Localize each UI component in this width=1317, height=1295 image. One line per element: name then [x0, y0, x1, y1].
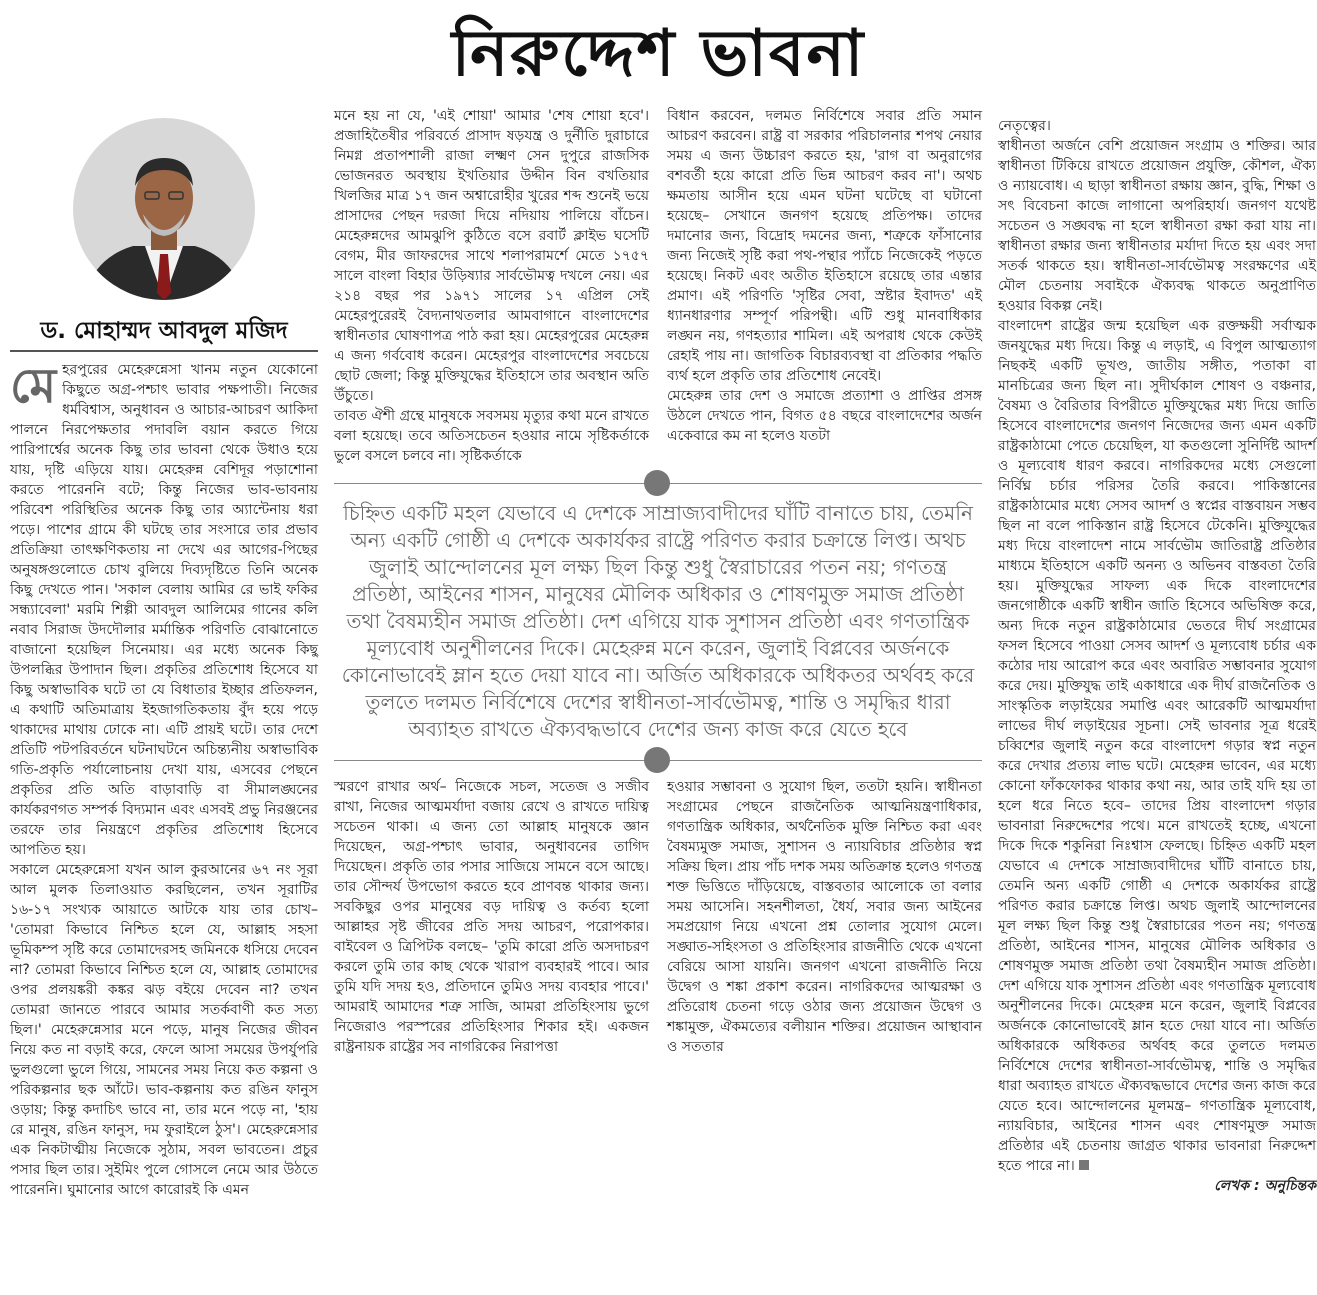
author-byline: ড. মোহাম্মদ আবদুল মজিদ — [40, 318, 288, 344]
column-3-bottom — [667, 777, 982, 1057]
end-mark-icon — [1079, 1160, 1089, 1170]
paragraph: বিধান করবেন, দলমত নির্বিশেষে সবার প্রতি সমান আচরণ করবেন। রাষ্ট্র বা সরকার পরিচালনার শপথ নেয়ার সময় এ জন্য উচ্চারণ করতে হয়, 'রাগ বা অনুরাগের বশবর্তী হয়ে কারো প্রতি ভিন্ন আচরণ করব না'। অথচ ক্ষমতায় আসীন হয়ে এমন ঘটনা ঘটেছে বা ঘটানো হয়েছে– সেখানে জনগণ হয়েছে প্রতিপক্ষ। তাদের দমানোর জন্য, বিদ্রোহ দমনের জন্য, শত্রুকে ফাঁসানোর জন্য নিজেই সৃষ্টি করা পথ-পন্থার প্যাঁচে নিজেকেই পড়তে হয়েছে। নিকট এবং অতীত ইতিহাসে রয়েছে তার এন্তার প্রমাণ। এই পরিণতি 'সৃষ্টির সেবা, স্রষ্টার ইবাদত' এই ধ্যানধারণার সম্পূর্ণ পরিপন্থী। এটি শুধু মানবাধিকার লঙ্ঘন নয়, গণহত্যার শামিল। এই অপরাধ থেকে কেউই রেহাই পায় না। জাগতিক বিচারব্যবস্থা বা প্রতিকার পদ্ধতি ব্যর্থ হলে প্রকৃতি তার প্রতিশোধ নেবেই। — [667, 108, 982, 384]
top-columns — [334, 106, 982, 466]
byline-divider — [10, 350, 318, 352]
paragraph: তাবত ঐশী গ্রন্থে মানুষকে সবসময় মৃত্যুর কথা মনে রাখতে বলা হয়েছে। তবে অতিসচেতন হওয়ার নামে সৃষ্টিকর্তাকে ভুলে বসলে চলবে না। সৃষ্টিকর্তাকে — [334, 408, 649, 464]
paragraph: স্বাধীনতা অর্জনে বেশি প্রয়োজন সংগ্রাম ও শক্তির। আর স্বাধীনতা টিকিয়ে রাখতে প্রয়োজন প্রযুক্তি, কৌশল, ঐক্য ও ন্যায়বোধ। এ ছাড়া স্বাধীনতা রক্ষায় জ্ঞান, বুদ্ধি, শিক্ষা ও সৎ বিবেচনা কাজে লাগানো অপরিহার্য। জনগণ যথেষ্ট সচেতন ও সঙ্ঘবদ্ধ না হলে স্বাধীনতা রক্ষা করা যায় না। স্বাধীনতা রক্ষার জন্য স্বাধীনতার মর্যাদা দিতে হয় এবং সদা সতর্ক থাকতে হয়। স্বাধীনতা-সার্বভৌমত্ব সংরক্ষণের এই মৌল চেতনায় সবাইকে ঐক্যবদ্ধ থাকতে অনুপ্রাণিত হওয়ার বিকল্প নেই। — [998, 138, 1316, 314]
author-signoff: লেখক : অনুচিন্তক — [1214, 1178, 1316, 1194]
column-2-top — [334, 106, 649, 466]
paragraph: স্মরণে রাখার অর্থ– নিজেকে সচল, সতেজ ও সজীব রাখা, নিজের আত্মমর্যাদা বজায় রেখে ও রাখতে দায়িত্ব সচেতন থাকা। এ জন্য তো আল্লাহ মানুষকে জ্ঞান দিয়েছেন, অগ্র-পশ্চাৎ ভাবার, অনুধাবনের তাগিদ দিয়েছেন। প্রকৃতি তার পসার সাজিয়ে সামনে বসে আছে। তার সৌন্দর্য উপভোগ করতে হবে প্রাণবন্ত থাকার জন্য। সবকিছুর ওপর মানুষের বড় দায়িত্ব ও কর্তব্য হলো আল্লাহর সৃষ্ট জীবের প্রতি সদয় আচরণ, পরোপকার। বাইবেল ও ত্রিপিটক বলছে– 'তুমি কারো প্রতি অসদাচরণ করলে তুমি তার কাছ থেকে খারাপ ব্যবহারই পাবে। আর তুমি যদি সদয় হও, প্রতিদানে তুমিও সদয় ব্যবহার পাবে।' আমরাই আমাদের শত্রু সাজি, আমরা প্রতিহিংসায় ভুগে নিজেরাও পরস্পরের প্রতিহিংসার শিকার হই। একজন রাষ্ট্রনায়ক রাষ্ট্রের সব নাগরিকের নিরাপত্তা — [334, 779, 649, 1055]
pull-quote-bottom-rule — [334, 747, 982, 773]
paragraph: নেতৃত্বের। — [998, 118, 1051, 134]
column-3-top — [667, 106, 982, 466]
drop-cap: মে — [10, 358, 57, 414]
middle-section — [334, 106, 982, 1057]
column-1 — [10, 360, 318, 1200]
article-title: নিরুদ্দেশ ভাবনা — [451, 17, 866, 91]
author-photo — [73, 118, 255, 300]
paragraph — [998, 316, 1316, 1176]
column-4 — [998, 116, 1316, 1196]
author-portrait-icon — [73, 118, 255, 300]
pull-quote-dot-icon — [644, 470, 670, 496]
pull-quote: চিহ্নিত একটি মহল যেভাবে এ দেশকে সাম্রাজ্যবাদীদের ঘাঁটি বানাতে চায়, তেমনি অন্য একটি গোষ্ঠী এ দেশকে অকার্যকর রাষ্ট্রে পরিণত করার চক্রান্তে লিপ্ত। অথচ জুলাই আন্দোলনের মূল লক্ষ্য ছিল কিন্তু শুধু স্বৈরাচারের পতন নয়; গণতন্ত্র প্রতিষ্ঠা, আইনের শাসন, মানুষের মৌলিক অধিকার ও শোষণমুক্ত সমাজ প্রতিষ্ঠা তথা বৈষম্যহীন সমাজ প্রতিষ্ঠা। দেশ এগিয়ে যাক সুশাসন প্রতিষ্ঠা এবং গণতান্ত্রিক মূল্যবোধ অনুশীলনের দিকে। মেহেরুন্ন মনে করেন, জুলাই বিপ্লবের অর্জনকে কোনোভাবেই ম্লান হতে দেয়া যাবে না। অর্জিত অধিকারকে অধিকতর অর্থবহ করে তুলতে দলমত নির্বিশেষে দেশের স্বাধীনতা-সার্বভৌমত্ব, শান্তি ও সমৃদ্ধির ধারা অব্যাহত রাখতে ঐক্যবদ্ধভাবে দেশের জন্য কাজ করে যেতে হবে — [341, 501, 975, 741]
paragraph-text: বাংলাদেশ রাষ্ট্রের জন্ম হয়েছিল এক রক্তক্ষয়ী সর্বাত্মক জনযুদ্ধের মধ্য দিয়ে। কিন্তু এ লড়াই, এ বিপুল আত্মত্যাগ নিছকই একটি ভূখণ্ড, জাতীয় সঙ্গীত, পতাকা বা মানচিত্রের জন্য ছিল না। সুদীর্ঘকাল শোষণ ও বঞ্চনার, বৈষম্য ও বৈরিতার বিপরীতে মুক্তিযুদ্ধের মধ্য দিয়ে জাতি হিসেবে বাংলাদেশের জনগণ নিজেদের জন্য এমন একটি রাষ্ট্রকাঠামো পেতে চেয়েছিল, যা কতগুলো সুনির্দিষ্ট আদর্শ ও মূল্যবোধ ধারণ করবে। নাগরিকদের মধ্যে সেগুলো নির্বিঘ্ন চর্চার পরিসর তৈরি করবে। পাকিস্তানের রাষ্ট্রকাঠামোর মধ্যে সেসব আদর্শ ও স্বপ্নের বাস্তবায়ন সম্ভব ছিল না বলে পাকিস্তান রাষ্ট্র হিসেবে টেকেনি। মুক্তিযুদ্ধের মধ্য দিয়ে বাংলাদেশ নামে সার্বভৌম জাতিরাষ্ট্র প্রতিষ্ঠার মাধ্যমে ইতিহাসে একটি অনন্য ও অভিনব বাস্তবতা তৈরি হয়। মুক্তিযুদ্ধের সাফল্য এক দিকে বাংলাদেশের জনগোষ্ঠীকে একটি স্বাধীন জাতি হিসেবে অভিষিক্ত করে, অন্য দিকে নতুন রাষ্ট্রকাঠামোর ভেতরে দীর্ঘ সংগ্রামের ফসল হিসেবে পাওয়া সেসব আদর্শ ও মূল্যবোধ চর্চার এক কঠোর দায় আরোপ করে এবং অবারিত সম্ভাবনার সুযোগ করে দেয়। মুক্তিযুদ্ধ তাই একাধারে এক দীর্ঘ রাজনৈতিক ও সাংস্কৃতিক লড়াইয়ের সমাপ্তি এবং আরেকটি আত্মমর্যাদা লাভের দীর্ঘ লড়াইয়ের সূচনা। সেই ভাবনার সূত্র ধরেই চব্বিশের জুলাই নতুন করে বাংলাদেশ গড়ার স্বপ্ন নতুন করে দেখার প্রত্যয় লাভ ঘটে। মেহেরুন্ন ভাবেন, এর মধ্যে কোনো ফাঁকফোকর থাকার কথা নয়, আর তাই যদি হয় তা হলে ধরে নিতে হবে– তাদের প্রিয় বাংলাদেশ গড়ার ভাবনারা নিরুদ্দেশের পথে। মনে রাখতেই হচ্ছে, এখনো দিকে দিকে শকুনিরা নিঃশ্বাস ফেলছে। চিহ্নিত একটি মহল যেভাবে এ দেশকে সাম্রাজ্যবাদীদের ঘাঁটি বানাতে চায়, তেমনি অন্য একটি গোষ্ঠী এ দেশকে অকার্যকর রাষ্ট্রে পরিণত করার চক্রান্তে লিপ্ত। অথচ জুলাই আন্দোলনের মূল লক্ষ্য ছিল কিন্তু শুধু স্বৈরাচারের পতন নয়; গণতন্ত্র প্রতিষ্ঠা, আইনের শাসন, মানুষের মৌলিক অধিকার ও শোষণমুক্ত সমাজ প্রতিষ্ঠা তথা বৈষম্যহীন সমাজ প্রতিষ্ঠা। দেশ এগিয়ে যাক সুশাসন প্রতিষ্ঠা এবং গণতান্ত্রিক মূল্যবোধ অনুশীলনের দিকে। মেহেরুন্ন মনে করেন, জুলাই বিপ্লবের অর্জনকে কোনোভাবেই ম্লান হতে দেয়া যাবে না। অর্জিত অধিকারকে অধিকতর অর্থবহ করে তুলতে দলমত নির্বিশেষে দেশের স্বাধীনতা-সার্বভৌমত্ব, শান্তি ও সমৃদ্ধির ধারা অব্যাহত রাখতে ঐক্যবদ্ধভাবে দেশের জন্য কাজ করে যেতে হবে। আন্দোলনের মূলমন্ত্র– গণতান্ত্রিক মূল্যবোধ, ন্যায়বিচার, আইনের শাসন এবং শোষণমুক্ত সমাজ প্রতিষ্ঠার এই চেতনায় জাগ্রত থাকার ভাবনারা নিরুদ্দেশ হতে পারে না। — [998, 318, 1316, 1174]
right-column — [998, 106, 1316, 1196]
paragraph-text: হরপুরের মেহেরুন্নেসা খানম নতুন যেকোনো কিছুতে অগ্র-পশ্চাৎ ভাবার পক্ষপাতী। নিজের ধর্মবিশ্বাস, অনুধাবন ও আচার-আচরণ আকিদা পালনে নিরপেক্ষতার পদাবলি বয়ান করতে গিয়ে পারিপার্শ্বের অনেক কিছু তার ভাবনা থেকে উধাও হয়ে যায়, দৃষ্টি এড়িয়ে যায়। মেহেরুন্ন বেশিদূর পড়াশোনা করতে পারেননি বটে; কিন্তু নিজের ভাব-ভাবনায় পরিবেশ পরিস্থিতির অনেক কিছু তার অ্যান্টেনায় ধরা পড়ে। পাশের গ্রামে কী ঘটছে তার সংসারে তার প্রভাব প্রতিক্রিয়া তাৎক্ষণিকতায় না দেখে এর আগের-পিছের অনুষঙ্গগুলোতে চোখ বুলিয়ে দিব্যদৃষ্টিতে তিনি অনেক কিছু দেখতে পান। 'সকাল বেলায় আমির রে ভাই ফকির সন্ধ্যাবেলা' মরমি শিল্পী আবদুল আলিমের গানের কলি নবাব সিরাজ উদদৌলার মর্মান্তিক পরিণতি বোঝানোতে বাজানো হয়েছিল সিনেমায়। এর মধ্যে অনেক কিছু উপলব্ধির উপাদান ছিল। প্রকৃতির প্রতিশোধ হিসেবে যা কিছু অস্বাভাবিক ঘটে তা যে বিধাতার ইচ্ছার প্রতিফলন, এ কথাটি অতিমাত্রায় ইহজাগতিকতায় বুঁদ হয়ে পড়ে থাকাদের মাথায় ঢোকে না। এটি প্রায়ই ঘটে। তার দেশে প্রতিটি পটপরিবর্তনে ঘটনাঘটনে অচিন্ত্যনীয় অস্বাভাবিক গতি-প্রকৃতি পর্যালোচনায় দেখা যায়, এসবের পেছনে প্রকৃতির প্রতি অতি বাড়াবাড়ি বা সীমালঙ্ঘনের কার্যকরণগত সম্পর্ক বিদ্যমান এবং এসবই প্রভু নিরঞ্জনের তরফে তার নিয়ন্ত্রণে প্রকৃতির প্রতিশোধ হিসেবে আপতিত হয়। — [10, 362, 318, 858]
pull-quote-dot-icon — [644, 747, 670, 773]
paragraph: মেহেরুন্ন তার দেশ ও সমাজে প্রত্যাশা ও প্রাপ্তির প্রসঙ্গ উঠলে দেখতে পান, বিগত ৫৪ বছরে বাংলাদেশের অর্জন একেবারে কম না হলেও যতটা — [667, 388, 982, 444]
bottom-columns — [334, 777, 982, 1057]
paragraph: হওয়ার সম্ভাবনা ও সুযোগ ছিল, ততটা হয়নি। স্বাধীনতা সংগ্রামের পেছনে রাজনৈতিক আত্মনিয়ন্ত্রণাধিকার, গণতান্ত্রিক অধিকার, অর্থনৈতিক মুক্তি নিশ্চিত করা এবং বৈষম্যমুক্ত সমাজ, সুশাসন ও ন্যায়বিচার প্রতিষ্ঠার স্বপ্ন সক্রিয় ছিল। প্রায় পাঁচ দশক সময় অতিক্রান্ত হলেও গণতন্ত্র শক্ত ভিত্তিতে দাঁড়িয়েছে, বাস্তবতার আলোকে তা বলার সময় আসেনি। সহনশীলতা, ধৈর্য, সবার জন্য আইনের সমপ্রয়োগ নিয়ে এখনো প্রশ্ন তোলার সুযোগ মেলে। সঙ্ঘাত-সহিংসতা ও প্রতিহিংসার রাজনীতি থেকে এখনো বেরিয়ে আসা যায়নি। জনগণ এখনো রাজনীতি নিয়ে উদ্বেগ ও শঙ্কা প্রকাশ করেন। নাগরিকদের আত্মরক্ষা ও প্রতিরোধ চেতনা গড়ে ওঠার জন্য প্রয়োজন উদ্বেগ ও শঙ্কামুক্ত, ঐকমত্যের বলীয়ান শক্তির। প্রয়োজন আস্থাবান ও সততার — [667, 779, 982, 1055]
paragraph — [10, 360, 318, 860]
article-body — [0, 106, 1317, 1200]
paragraph: মনে হয় না যে, 'এই শোয়া' আমার 'শেষ শোয়া হবে'। প্রজাহিতৈষীর পরিবর্তে প্রাসাদ ষড়যন্ত্র ও দুর্নীতি দুরাচারে নিমগ্ন প্রতাপশালী রাজা লক্ষ্মণ সেন দুপুরে রাজসিক ভোজনরত অবস্থায় ইখতিয়ার উদ্দীন বিন বখতিয়ার খিলজির মাত্র ১৭ জন অশ্বারোহীর খুরের শব্দ শুনেই ভয়ে প্রাসাদের পেছন দরজা দিয়ে নদিয়ায় পালিয়ে বাঁচেন। মেহেরুন্নদের আমঝুপি কুঠিতে বসে রবার্ট ক্লাইভ ঘসেটি বেগম, মীর জাফরদের সাথে শলাপরামর্শে মেতে ১৭৫৭ সালে বাংলা বিহার উড়িষ্যার সার্বভৌমত্ব দখলে নেয়। এর ২১৪ বছর পর ১৯৭১ সালের ১৭ এপ্রিল সেই মেহেরপুরেরই বৈদ্যনাথতলার আমবাগানে বাংলাদেশের স্বাধীনতার ঘোষণাপত্র পাঠ করা হয়। মেহেরপুরের মেহেরুন্ন এ জন্য গর্ববোধ করেন। মেহেরপুর বাংলাদেশের সবচেয়ে ছোট জেলা; কিন্তু মুক্তিযুদ্ধের ইতিহাসে তার অবস্থান অতি উঁচুতে। — [334, 108, 649, 404]
left-column — [10, 106, 318, 1200]
column-2-bottom — [334, 777, 649, 1057]
pull-quote-top-rule — [334, 470, 982, 496]
paragraph: সকালে মেহেরুন্নেসা যখন আল কুরআনের ৬৭ নং সূরা আল মুলক তিলাওয়াত করছিলেন, তখন সূরাটির ১৬-১৭ সংখ্যক আয়াতে আটকে যায় তার চোখ– 'তোমরা কিভাবে নিশ্চিত হলে যে, আল্লাহ সহসা ভূমিকম্প সৃষ্টি করে তোমাদেরসহ জমিনকে ধসিয়ে দেবেন না? তোমরা কিভাবে নিশ্চিত হলে যে, আল্লাহ তোমাদের ওপর প্রলয়ঙ্করী কঙ্কর ঝড় বইয়ে দেবেন না? তখন তোমরা জানতে পারবে আমার সতর্কবাণী কত সত্য ছিল।' মেহেরুন্নেসার মনে পড়ে, মানুষ নিজের জীবন নিয়ে কত না বড়াই করে, ফেলে আসা সময়ের উপর্যুপরি ভুলগুলো ভুলে গিয়ে, সামনের সময় নিয়ে কত কল্পনা ও পরিকল্পনার ছক আঁটে। ভাব-কল্পনায় কত রঙিন ফানুস ওড়ায়; কিন্তু কদাচিৎ ভাবে না, তার মনে পড়ে না, 'হায় রে মানুষ, রঙিন ফানুস, দম ফুরাইলে ঠুস'। মেহেরুন্নেসার এক নিকটাত্মীয় নিজেকে সুঠাম, সবল ভাবতেন। প্রচুর পসার ছিল তার। সুইমিং পুলে গোসলে নেমে আর উঠতে পারেননি। ঘুমানোর আগে কারোরই কি এমন — [10, 862, 318, 1198]
